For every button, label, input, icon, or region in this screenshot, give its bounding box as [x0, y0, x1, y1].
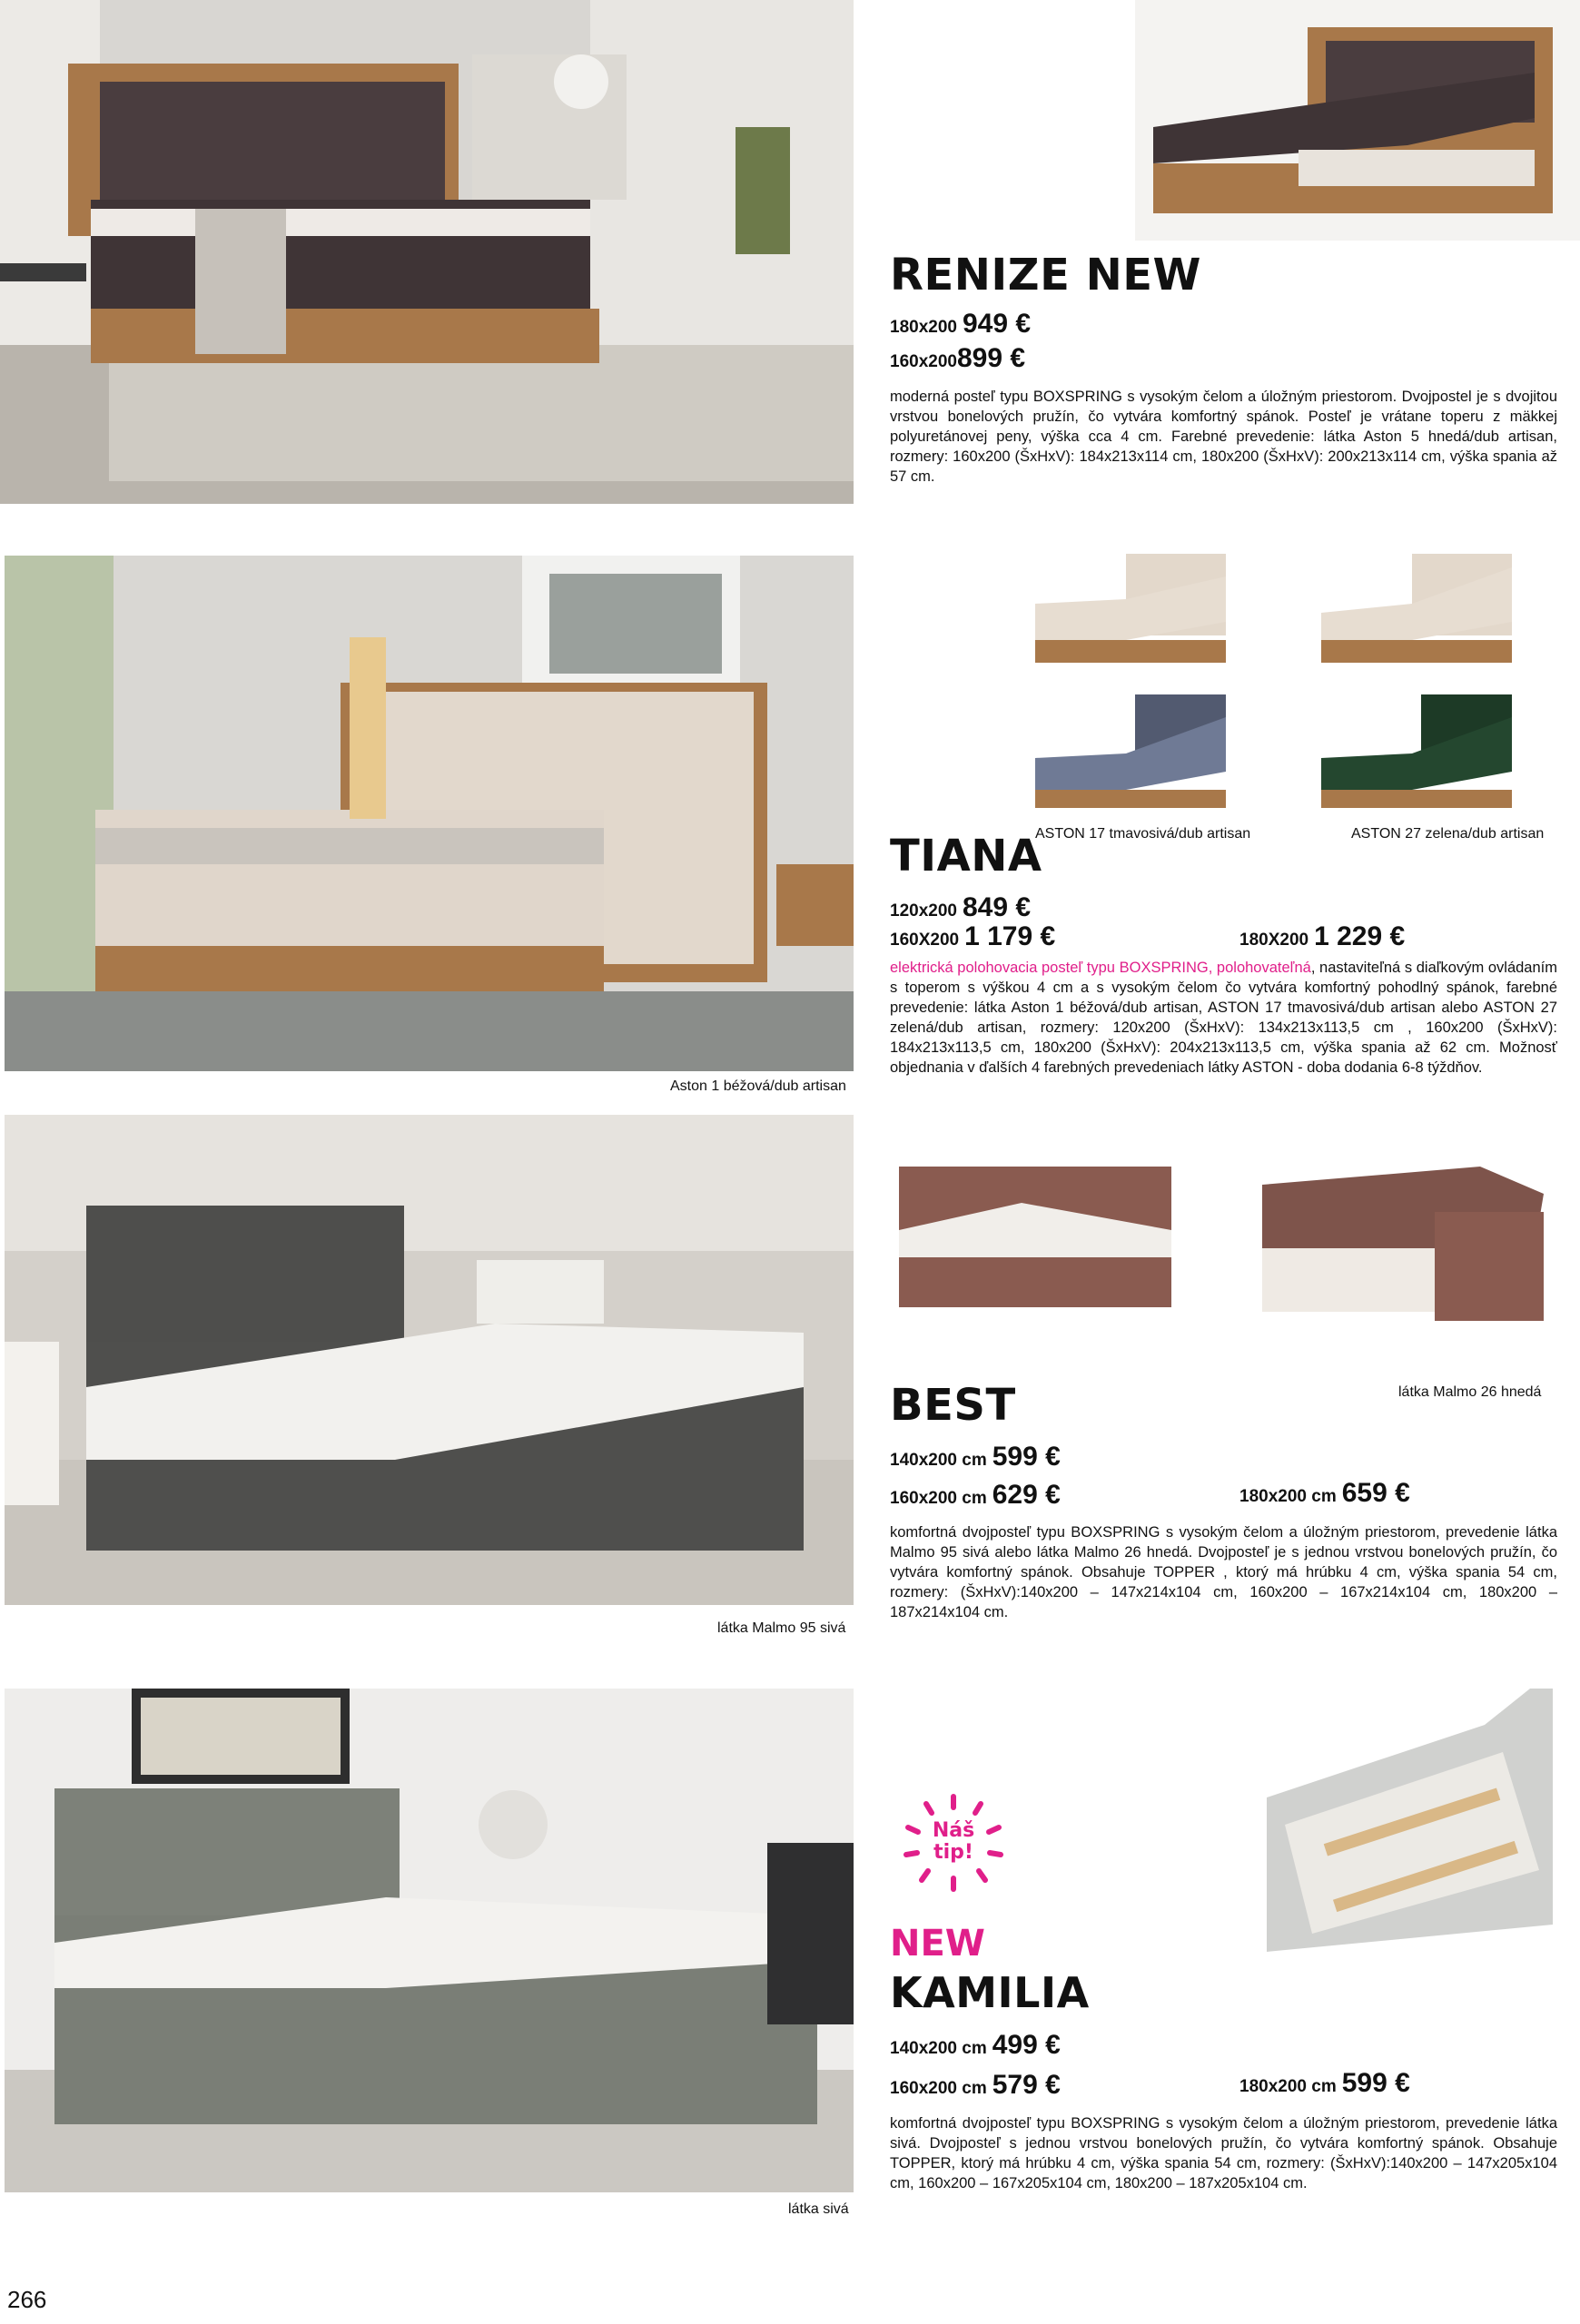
best-price-140: [890, 1442, 1061, 1472]
renize-price-180: [890, 309, 1031, 340]
tiana-description: [890, 958, 1557, 1078]
kamilia-caption: látka sivá: [788, 2201, 849, 2217]
price-size: 160x200 cm: [890, 1489, 987, 1508]
tiana-title: TIANA: [890, 831, 1042, 881]
renize-description: moderná posteľ typu BOXSPRING s vysokým čelom a úložným priestorom. Dvojpostel je s dvojitou vrstvou bonelových pružín, čo vytvára komfortný spánok. Posteľ je vrátane toperu z mäkkej polyuretánovej peny, výška cca 4 cm. Farebné prevedenie: látka Aston 5 hnedá/dub artisan, rozmery: 160x200 (ŠxHxV): 184x213x114 cm, 180x200 (ŠxHxV): 200x213x114 cm, výška spania až 57 cm.: [890, 389, 1557, 485]
price-size: 160X200: [890, 931, 960, 950]
price-size: 160x200 cm: [890, 2079, 987, 2098]
tiana-green-photo: [1312, 690, 1530, 826]
price-value: 579 €: [992, 2070, 1061, 2100]
price-value: 899 €: [956, 343, 1026, 373]
kamilia-description: komfortná dvojposteľ typu BOXSPRING s vysokým čelom a úložným priestorom, prevedenie látka sivá. Dvojposteľ s jednou vrstvou bonelových pružín, čo vytvára komfortný spánok. Obsahuje TOPPER, ktorý má hrúbku 4 cm, výška spania 54 cm, rozmery: (ŠxHxV):140x200 – 147x205x104 cm, 160x200 – 167x205x104 cm, 180x200 – 187x205x104 cm.: [890, 2115, 1557, 2191]
kamilia-title: KAMILIA: [890, 1968, 1090, 2017]
renize-title: RENIZE NEW: [890, 250, 1201, 300]
kamilia-main-photo: [5, 1689, 854, 2192]
price-value: 949 €: [962, 309, 1032, 339]
tiana-description-text: , nastaviteľná s diaľkovým ovládaním s toperom s výškou 4 cm a s vysokým čelom čo vytvára komfortný pohodlný spánok, farebné prevedenie: látka Aston 1 béžová/dub artisan, ASTON 17 tmavosivá/dub artisan alebo ASTON 27 zelená/dub artisan, rozmery: 120x200 (ŠxHxV): 134x213x113,5 cm , 160x200 (ŠxHxV): 184x213x113,5 cm, 180x200 (ŠxHxV): 204x213x113,5 cm, výška spania až 62 cm. Možnosť objednania v ďalších 4 farebných prevedeniach látky ASTON - doba dodania 6-8 týždňov.: [890, 960, 1557, 1076]
best-title: BEST: [890, 1380, 1016, 1431]
kamilia-price-140: [890, 2030, 1061, 2061]
kamilia-price-160: [890, 2070, 1061, 2101]
page-number: 266: [7, 2286, 47, 2313]
price-size: 160x200: [890, 352, 957, 371]
price-size: 140x200 cm: [890, 1451, 987, 1470]
tiana-price-180: [1239, 921, 1405, 952]
tiana-description-highlight: elektrická polohovacia posteľ typu BOXSPRING, polohovateľná: [890, 960, 1311, 976]
new-label: NEW: [890, 1923, 985, 1965]
kamilia-storage-photo: [1230, 1689, 1553, 1952]
renize-price-160: [890, 343, 1025, 374]
price-value: 849 €: [962, 892, 1032, 922]
tiana-price-160: [890, 921, 1055, 952]
price-value: 659 €: [1341, 1478, 1410, 1508]
tiana-beige-photo-2: [1312, 549, 1530, 685]
best-caption-gray: látka Malmo 95 sivá: [717, 1620, 846, 1636]
price-size: 140x200 cm: [890, 2039, 987, 2058]
tiana-beige-photo: [1026, 549, 1244, 685]
tiana-caption-beige: Aston 1 béžová/dub artisan: [670, 1078, 846, 1094]
price-size: 180x200: [890, 318, 957, 337]
price-value: 599 €: [992, 1442, 1061, 1472]
best-price-160: [890, 1480, 1061, 1511]
price-value: 499 €: [992, 2030, 1061, 2060]
tip-badge: [899, 1793, 1008, 1893]
tiana-price-120: [890, 892, 1031, 923]
renize-main-photo: [0, 0, 854, 504]
best-brown-photo: [885, 1157, 1185, 1316]
price-size: 180x200 cm: [1239, 2077, 1337, 2096]
tiana-caption-green: ASTON 27 zelena/dub artisan: [1351, 826, 1545, 842]
renize-storage-photo: [1135, 0, 1580, 241]
tiana-caption-gray: ASTON 17 tmavosivá/dub artisan: [1035, 826, 1251, 842]
price-value: 1 229 €: [1314, 921, 1406, 951]
best-caption-brown: látka Malmo 26 hnedá: [1398, 1384, 1542, 1400]
price-size: 120x200: [890, 901, 957, 921]
tip-badge-text: Náš tip!: [932, 1819, 975, 1864]
tiana-main-photo: [5, 556, 854, 1071]
best-storage-photo: [1226, 1157, 1553, 1330]
kamilia-price-180: [1239, 2068, 1410, 2099]
price-size: 180x200 cm: [1239, 1487, 1337, 1506]
best-description: komfortná dvojposteľ typu BOXSPRING s vysokým čelom a úložným priestorom, prevedenie látka Malmo 95 sivá alebo látka Malmo 26 hnedá. Dvojposteľ je s jednou vrstvou bonelových pružín, čo vytvára komfortný spánok. Obsahuje TOPPER , ktorý má hrúbku 4 cm, výška spania 54 cm, rozmery: (ŠxHxV):140x200 – 147x214x104 cm, 160x200 – 167x214x104 cm, 180x200 – 187x214x104 cm.: [890, 1524, 1557, 1620]
tiana-gray-photo: [1026, 690, 1244, 826]
best-main-photo: [5, 1115, 854, 1605]
price-value: 599 €: [1341, 2068, 1410, 2098]
price-value: 1 179 €: [964, 921, 1056, 951]
price-size: 180X200: [1239, 931, 1309, 950]
best-price-180: [1239, 1478, 1410, 1509]
price-value: 629 €: [992, 1480, 1061, 1510]
